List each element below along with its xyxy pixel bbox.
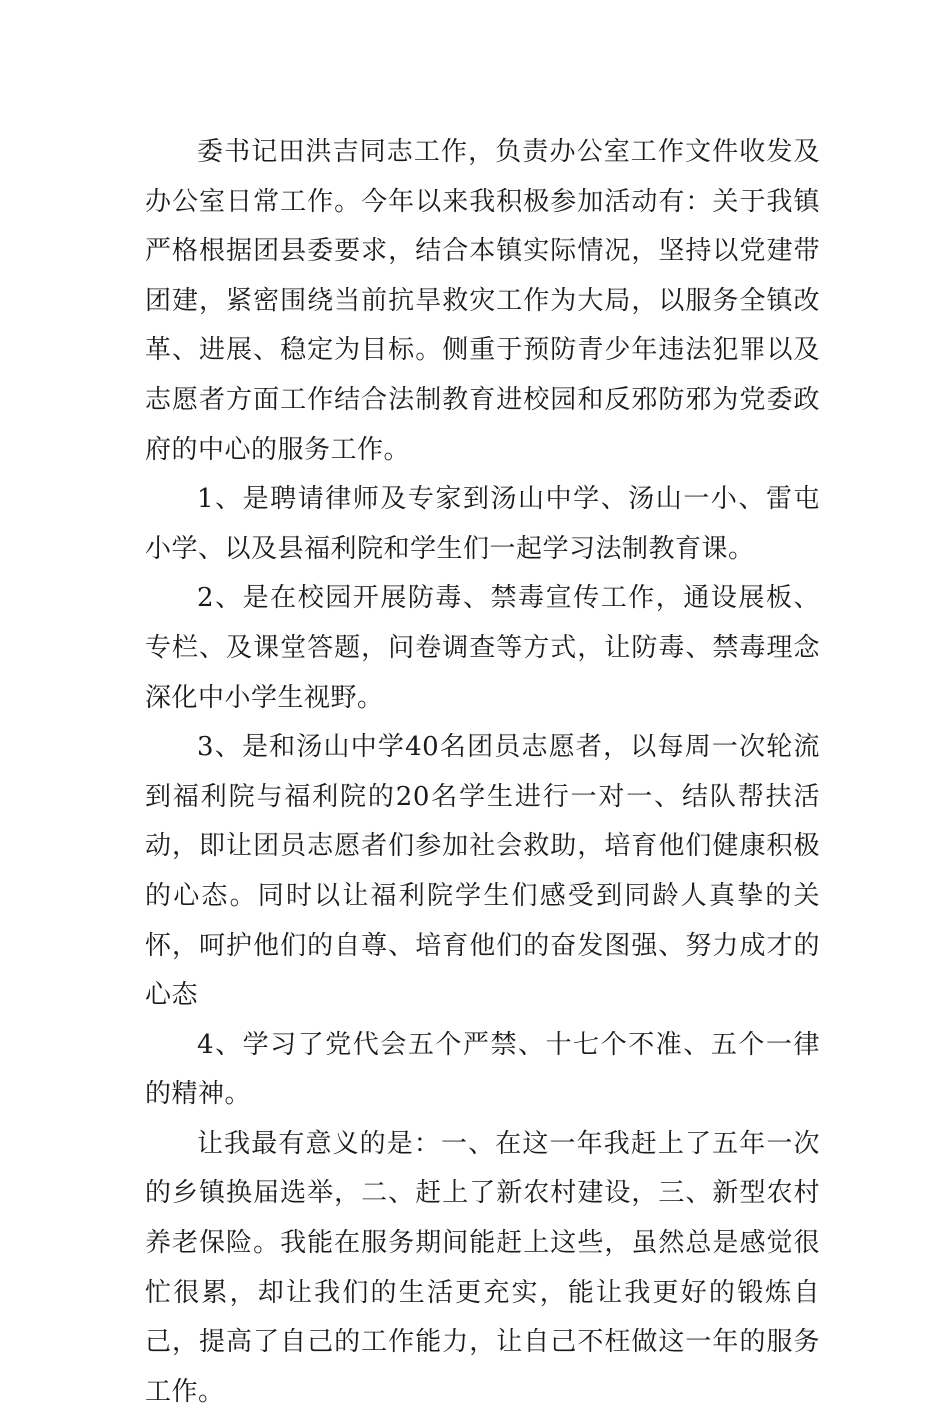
paragraph-item-4: 4、学习了党代会五个严禁、十七个不准、五个一律的精神。 xyxy=(145,1029,820,1110)
paragraph-conclusion: 让我最有意义的是：一、在这一年我赶上了五年一次的乡镇换届选举，二、赶上了新农村建设，三、新型农村养老保险。我能在服务期间能赶上这些，虽然总是感觉很忙很累，却让我们的生活更充实，能让我更好的锻炼自己，提高了自己的工作能力，让自己不枉做这一年的服务工作。 xyxy=(145,1128,820,1407)
paragraph-item-3: 3、是和汤山中学40名团员志愿者，以每周一次轮流到福利院与福利院的20名学生进行一对一、结队帮扶活动，即让团员志愿者们参加社会救助，培育他们健康积极的心态。同时以让福利院学生们感受到同龄人真挚的关怀，呵护他们的自尊、培育他们的奋发图强、努力成才的心态 xyxy=(145,732,820,1011)
paragraph-intro: 委书记田洪吉同志工作，负责办公室工作文件收发及办公室日常工作。今年以来我积极参加活动有：关于我镇严格根据团县委要求，结合本镇实际情况，坚持以党建带团建，紧密围绕当前抗旱救灾工作为大局，以服务全镇改革、进展、稳定为目标。侧重于预防青少年违法犯罪以及志愿者方面工作结合法制教育进校园和反邪防邪为党委政府的中心的服务工作。 xyxy=(145,137,820,465)
document-body xyxy=(145,128,820,1417)
paragraph-item-2: 2、是在校园开展防毒、禁毒宣传工作，通设展板、专栏、及课堂答题，问卷调查等方式，让防毒、禁毒理念深化中小学生视野。 xyxy=(145,583,820,713)
paragraph-item-1: 1、是聘请律师及专家到汤山中学、汤山一小、雷屯小学、以及县福利院和学生们一起学习法制教育课。 xyxy=(145,484,820,564)
